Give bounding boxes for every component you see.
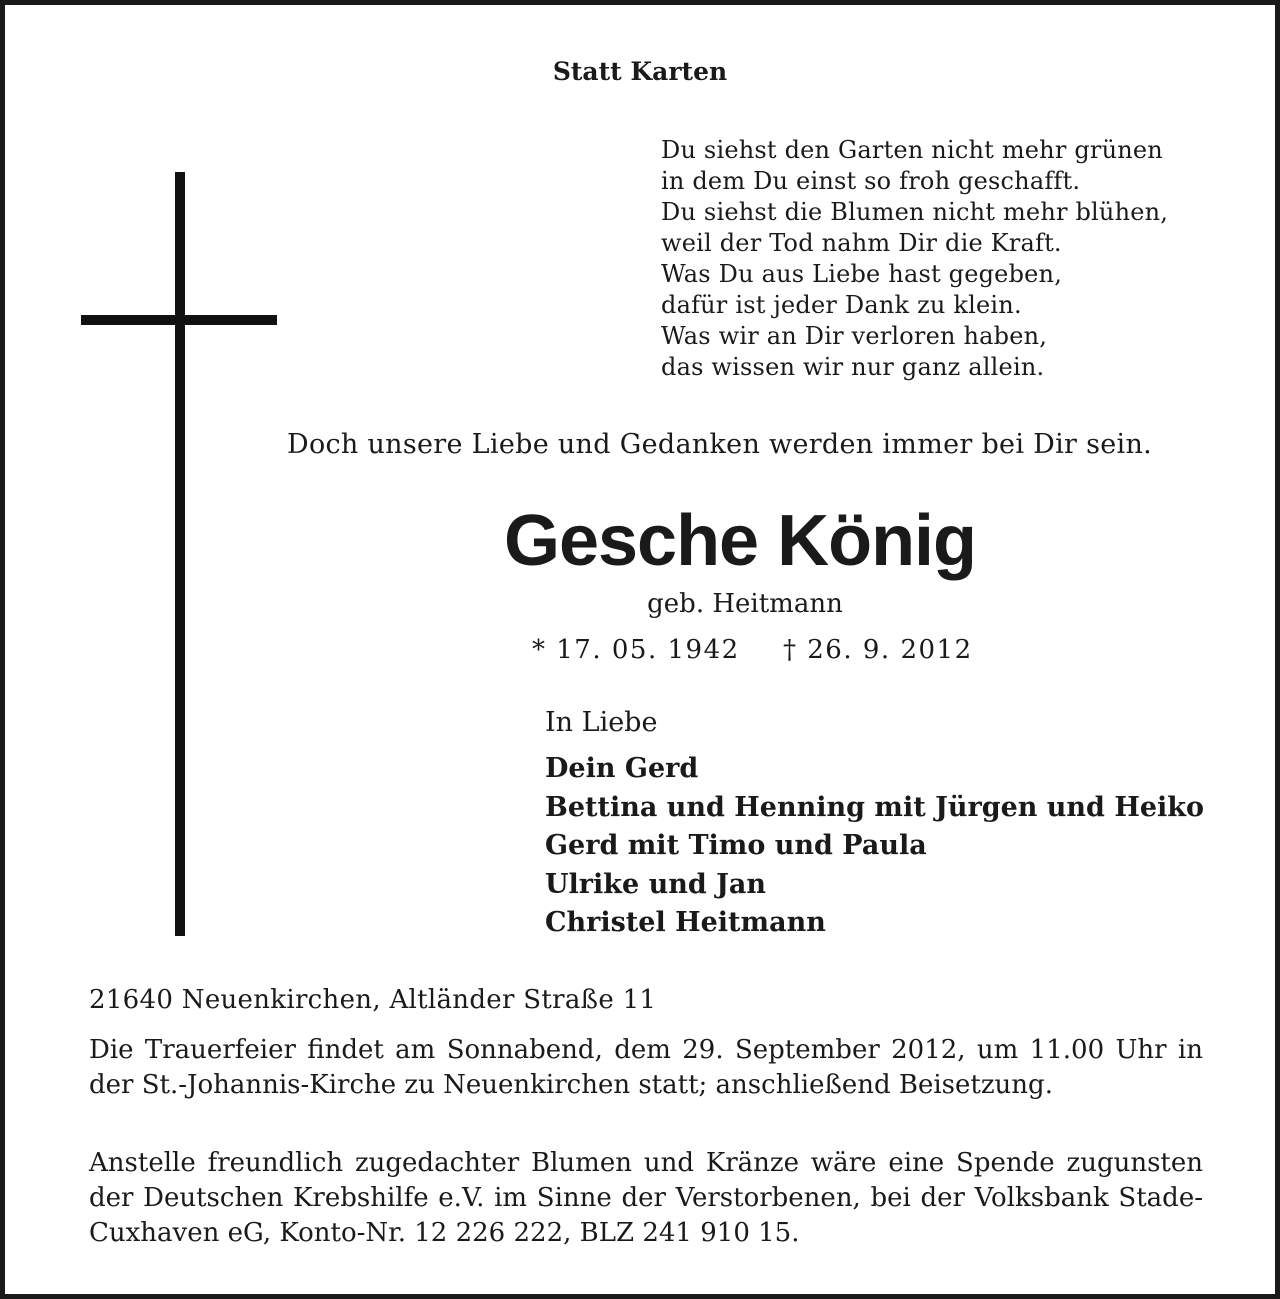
cross-icon-crossbar	[81, 315, 277, 325]
donation-paragraph: Anstelle freundlich zugedachter Blumen und Kränze wäre eine Spende zugunsten der Deutschen Krebshilfe e.V. im Sinne der Verstorbenen, bei der Volksbank Stade-Cuxhaven eG, Konto-Nr. 12 226 222, BLZ 241 910 15.	[89, 1148, 1203, 1248]
poem-line: das wissen wir nur ganz allein.	[661, 353, 1045, 381]
mourner-name: Gerd mit Timo und Paula	[545, 830, 927, 861]
tagline: Doch unsere Liebe und Gedanken werden immer bei Dir sein.	[287, 429, 1153, 460]
funeral-paragraph: Die Trauerfeier findet am Sonnabend, dem 29. September 2012, um 11.00 Uhr in der St.-Johannis-Kirche zu Neuenkirchen statt; anschließend Beisetzung.	[89, 1035, 1203, 1100]
poem	[661, 135, 1168, 383]
mourner-name: Dein Gerd	[545, 753, 699, 784]
death-date: † 26. 9. 2012	[783, 635, 973, 665]
mourners-intro: In Liebe	[545, 707, 658, 738]
poem-line: dafür ist jeder Dank zu klein.	[661, 291, 1022, 319]
poem-line: weil der Tod nahm Dir die Kraft.	[661, 229, 1062, 257]
address: 21640 Neuenkirchen, Altländer Straße 11	[89, 985, 657, 1015]
poem-line: Du siehst den Garten nicht mehr grünen	[661, 136, 1163, 164]
mourners-list	[545, 750, 1204, 943]
heading: Statt Karten	[552, 57, 728, 86]
poem-line: in dem Du einst so froh geschafft.	[661, 167, 1081, 195]
maiden-name: geb. Heitmann	[647, 589, 843, 619]
birth-date: * 17. 05. 1942	[532, 635, 740, 665]
poem-line: Was Du aus Liebe hast gegeben,	[661, 260, 1063, 288]
mourner-name: Ulrike und Jan	[545, 868, 767, 900]
deceased-name: Gesche König	[503, 501, 977, 581]
mourner-name: Bettina und Henning mit Jürgen und Heiko	[545, 791, 1204, 823]
poem-line: Was wir an Dir verloren haben,	[661, 322, 1048, 350]
mourner-name: Christel Heitmann	[545, 907, 826, 938]
poem-line: Du siehst die Blumen nicht mehr blühen,	[661, 198, 1169, 226]
